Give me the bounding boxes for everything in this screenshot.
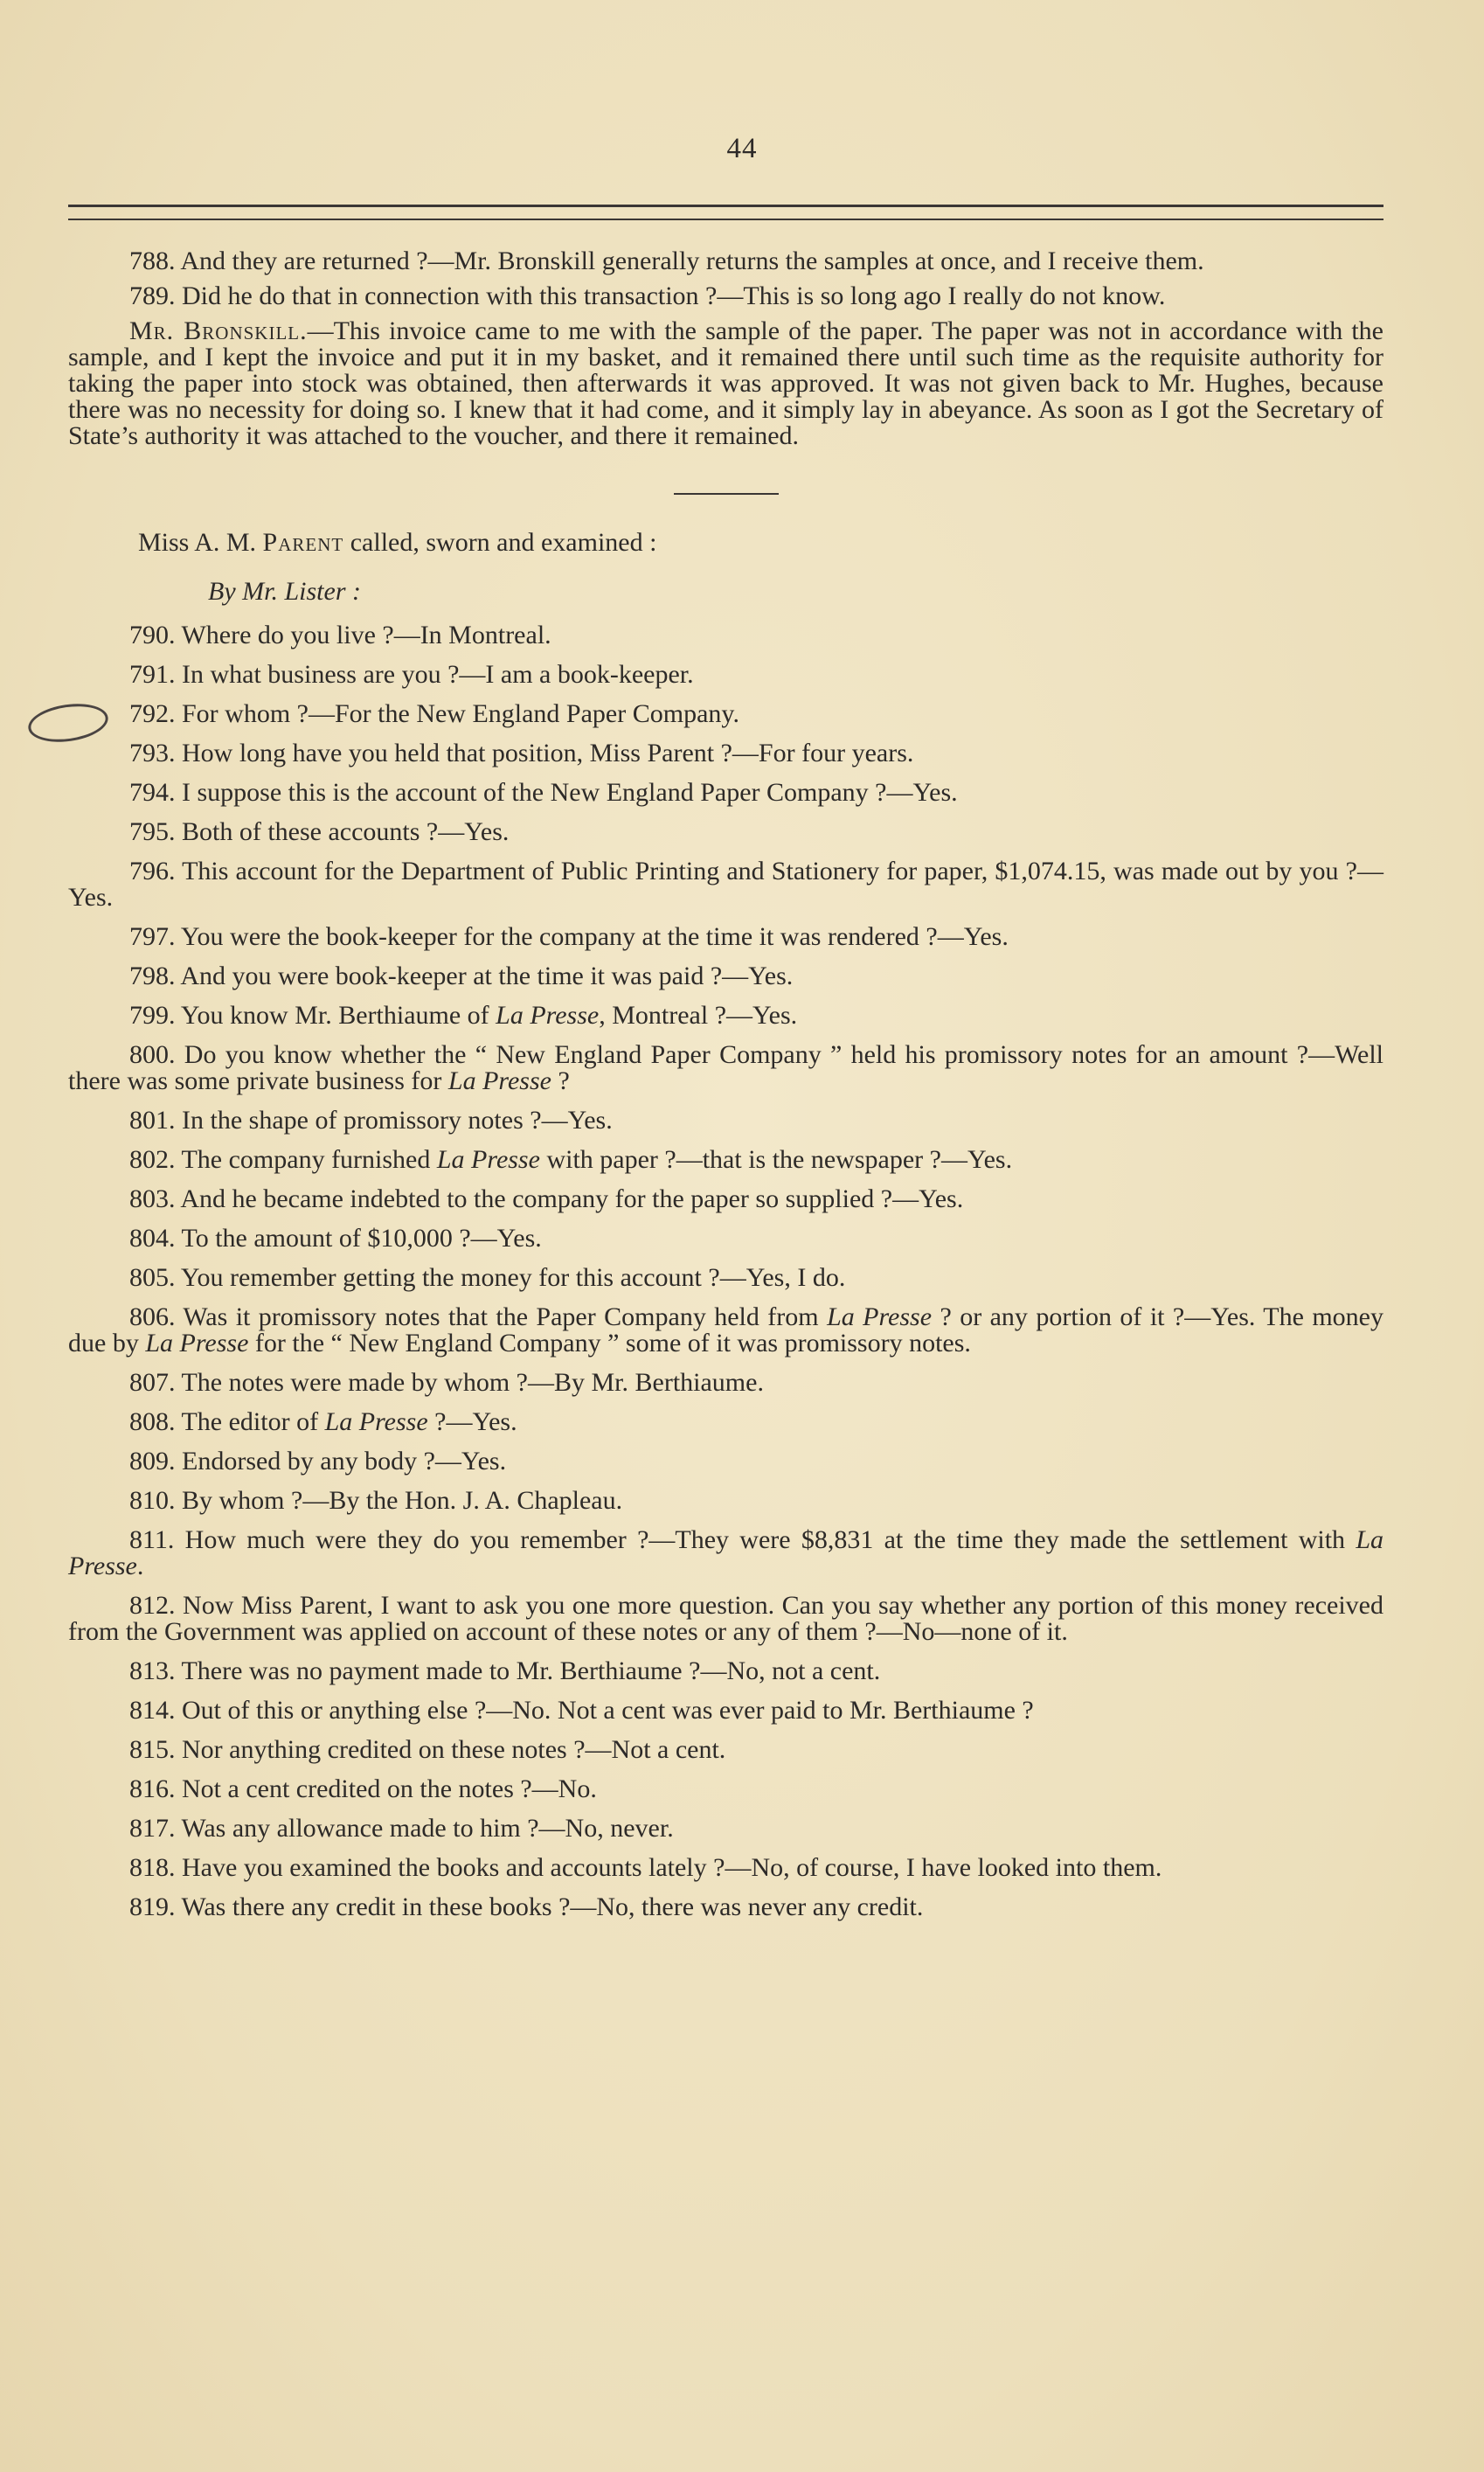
question-answer: 809. Endorsed by any body ?—Yes. [129,1447,507,1476]
question-answer: 818. Have you examined the books and accounts lately ?—No, of course, I have looked into them. [129,1853,1162,1882]
speaker-name: Mr. Bronskill. [129,316,308,345]
paragraph-788: 788. And they are returned ?—Mr. Bronskill generally returns the samples at once, and I receive them. [129,247,1204,275]
question-answer: 805. You remember getting the money for this account ?—Yes, I do. [129,1263,846,1292]
question-answer: 808. The editor of La Presse ?—Yes. [129,1407,517,1436]
question-answer: 801. In the shape of promissory notes ?—Yes. [129,1106,613,1135]
witness-prefix: Miss A. M. [138,528,263,557]
page-body [68,248,1383,1934]
statement-text: —This invoice came to me with the sample of the paper. The paper was not in accordance with the sample, and I kept the invoice and put it in my basket, and it remained there until such time as the requisite authority for taking the paper into stock was obtained, then afterwards it was approved. It was not given back to Mr. Hughes, because there was no necessity for doing so. I knew that it had come, and it simply lay in abeyance. As soon as I got the Secretary of State’s authority it was attached to the voucher, and there it remained. [68,316,1383,450]
question-answer: 795. Both of these accounts ?—Yes. [129,817,510,846]
question-answer: 794. I suppose this is the account of the New England Paper Company ?—Yes. [129,778,958,807]
question-answer: 819. Was there any credit in these books ?—No, there was never any credit. [129,1892,924,1921]
question-answer: 812. Now Miss Parent, I want to ask you one more question. Can you say whether any portion of this money received from the Government was applied on account of these notes or any of them ?—No—none of it. [68,1591,1383,1646]
question-answer: 800. Do you know whether the “ New England Paper Company ” held his promissory notes for an amount ?—Well there was some private business for La Presse ? [68,1040,1383,1095]
question-answer: 811. How much were they do you remember ?—They were $8,831 at the time they made the settlement with La Presse. [68,1525,1383,1580]
question-answer: 816. Not a cent credited on the notes ?—No. [129,1774,597,1803]
question-answer: 817. Was any allowance made to him ?—No, never. [129,1814,674,1843]
question-answer: 806. Was it promissory notes that the Paper Company held from La Presse ? or any portion of it ?—Yes. The money due by La Presse for the “ New England Company ” some of it was promissory notes. [68,1302,1383,1358]
question-answer: 813. There was no payment made to Mr. Berthiaume ?—No, not a cent. [129,1656,881,1685]
question-answer: 804. To the amount of $10,000 ?—Yes. [129,1224,542,1253]
question-answer: 792. For whom ?—For the New England Paper Company. [129,699,739,728]
question-list [68,622,1383,1920]
question-answer: 815. Nor anything credited on these notes ?—Not a cent. [129,1735,726,1764]
question-answer: 810. By whom ?—By the Hon. J. A. Chapleau. [129,1486,623,1515]
question-answer: 790. Where do you live ?—In Montreal. [129,621,551,649]
header-rule-thin [68,219,1383,220]
question-answer: 799. You know Mr. Berthiaume of La Presse, Montreal ?—Yes. [129,1001,798,1030]
question-answer: 793. How long have you held that position, Miss Parent ?—For four years. [129,739,914,767]
question-answer: 814. Out of this or anything else ?—No. Not a cent was ever paid to Mr. Berthiaume ? [129,1696,1034,1725]
question-answer: 802. The company furnished La Presse with paper ?—that is the newspaper ?—Yes. [129,1145,1013,1174]
page-number: 44 [726,133,758,164]
paragraph-789: 789. Did he do that in connection with this transaction ?—This is so long ago I really do not know. [129,281,1166,310]
question-answer: 797. You were the book-keeper for the company at the time it was rendered ?—Yes. [129,922,1009,951]
witness-suffix: called, sworn and examined : [343,528,657,557]
question-answer: 796. This account for the Department of Public Printing and Stationery for paper, $1,074.15, was made out by you ?—Yes. [68,857,1383,912]
witness-name: Parent [262,528,344,557]
examiner-line: By Mr. Lister : [208,577,361,606]
section-divider [674,493,779,495]
bronskill-statement [68,318,1383,449]
witness-heading [68,530,1383,556]
question-answer: 798. And you were book-keeper at the time it was paid ?—Yes. [129,962,794,990]
header-rule-thick [68,205,1383,207]
question-answer: 807. The notes were made by whom ?—By Mr. Berthiaume. [129,1368,764,1397]
question-answer: 791. In what business are you ?—I am a book-keeper. [129,660,694,689]
question-answer: 803. And he became indebted to the company for the paper so supplied ?—Yes. [129,1184,964,1213]
